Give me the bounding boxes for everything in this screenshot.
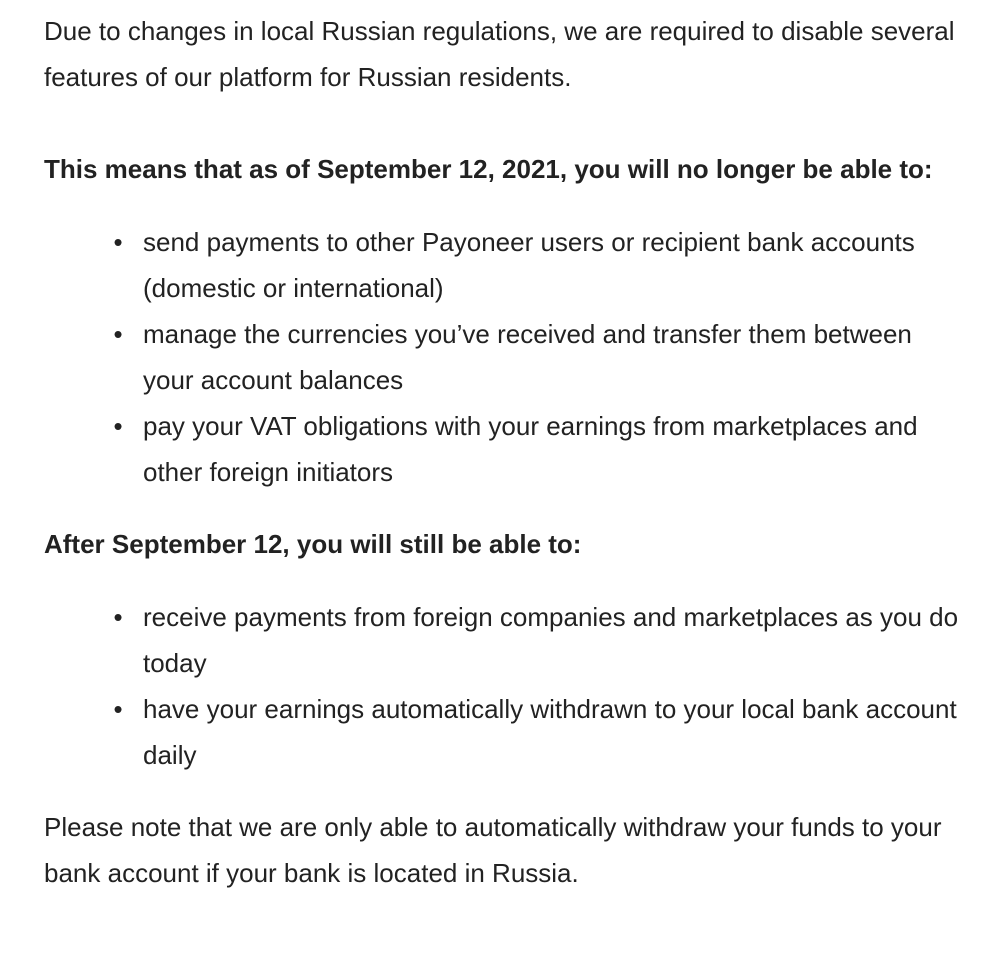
list-item-text: manage the currencies you’ve received and transfer them between your account balances	[143, 319, 912, 395]
list-item	[113, 219, 964, 311]
list-item	[113, 311, 964, 403]
note-paragraph: Please note that we are only able to automatically withdraw your funds to your bank account if your bank is located in Russia.	[44, 812, 942, 888]
bullet-icon: •	[113, 227, 123, 257]
bullet-icon: •	[113, 319, 123, 349]
list-item-text: have your earnings automatically withdrawn to your local bank account daily	[143, 694, 957, 770]
still-able-heading: After September 12, you will still be able to:	[44, 529, 582, 559]
list-item-text: receive payments from foreign companies and marketplaces as you do today	[143, 602, 959, 678]
list-item	[113, 594, 964, 686]
no-longer-list	[44, 219, 964, 495]
bullet-icon: •	[113, 602, 123, 632]
still-able-list	[44, 594, 964, 778]
list-item	[113, 686, 964, 778]
bullet-icon: •	[113, 411, 123, 441]
intro-paragraph: Due to changes in local Russian regulations, we are required to disable several features of our platform for Russian residents.	[44, 16, 955, 92]
list-item-text: pay your VAT obligations with your earnings from marketplaces and other foreign initiators	[143, 411, 918, 487]
list-item	[113, 403, 964, 495]
document-content	[44, 8, 964, 896]
list-item-text: send payments to other Payoneer users or recipient bank accounts (domestic or international)	[143, 227, 915, 303]
no-longer-heading: This means that as of September 12, 2021, you will no longer be able to:	[44, 154, 933, 184]
bullet-icon: •	[113, 694, 123, 724]
